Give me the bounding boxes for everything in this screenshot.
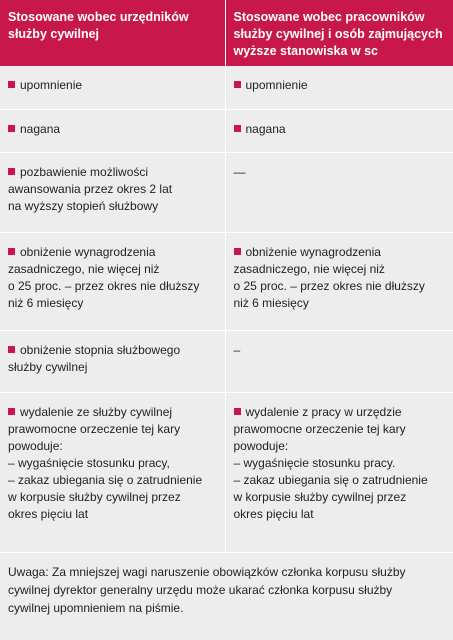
header-left: Stosowane wobec urzędników służby cywilnej [0, 0, 225, 66]
cell-left [0, 330, 225, 392]
cell-text: obniżenie wynagrodzenia zasadniczego, nie więcej niż o 25 proc. – przez okres nie dłuższy niż 6 miesięcy [8, 244, 200, 310]
bullet-icon [234, 125, 241, 132]
table-header-row [0, 0, 453, 66]
cell-text: nagana [245, 121, 286, 136]
cell-text: wydalenie ze służby cywilnej prawomocne orzeczenie tej kary powoduje: – wygaśnięcie stosunku pracy, – zakaz ubiegania się o zatrudnienie w korpusie służby cywilnej przez okres pięciu lat [8, 404, 203, 521]
table-row [0, 152, 453, 232]
cell-text: wydalenie z pracy w urzędzie prawomocne orzeczenie tej kary powoduje: – wygaśnięcie stosunku pracy. – zakaz ubiegania się o zatrudnienie w korpusie służby cywilnej przez okres pięciu lat [233, 404, 428, 521]
cell-right [225, 66, 453, 109]
cell-text: nagana [20, 121, 61, 136]
header-right: Stosowane wobec pracowników służby cywilnej i osób zajmujących wyższe stanowiska w sc [225, 0, 453, 66]
table-row [0, 66, 453, 109]
cell-text: obniżenie wynagrodzenia zasadniczego, nie więcej niż o 25 proc. – przez okres nie dłuższy niż 6 miesięcy [233, 244, 425, 310]
bullet-icon [234, 81, 241, 88]
bullet-icon [8, 346, 15, 353]
cell-right [225, 152, 453, 232]
cell-right [225, 330, 453, 392]
table-row [0, 392, 453, 552]
cell-left [0, 66, 225, 109]
bullet-icon [8, 408, 15, 415]
cell-right [225, 109, 453, 152]
cell-left [0, 152, 225, 232]
bullet-icon [8, 81, 15, 88]
cell-right [225, 392, 453, 552]
cell-left [0, 109, 225, 152]
table-footnote: Uwaga: Za mniejszej wagi naruszenie obowiązków członka korpusu służby cywilnej dyrektor generalny urzędu może ukarać członka korpusu służby cywilnej upomnieniem na piśmie. [8, 564, 406, 615]
cell-text: – [233, 342, 241, 357]
cell-text: — [233, 164, 246, 179]
cell-left [0, 232, 225, 330]
cell-right [225, 232, 453, 330]
cell-text: upomnienie [20, 78, 83, 92]
bullet-icon [8, 248, 15, 255]
bullet-icon [234, 248, 241, 255]
table-row [0, 330, 453, 392]
table-row [0, 232, 453, 330]
bullet-icon [234, 408, 241, 415]
bullet-icon [8, 168, 15, 175]
cell-text: pozbawienie możliwości awansowania przez okres 2 lat na wyższy stopień służbowy [8, 164, 173, 213]
bullet-icon [8, 125, 15, 132]
cell-text: obniżenie stopnia służbowego służby cywilnej [8, 342, 181, 374]
cell-text: upomnienie [245, 78, 308, 92]
cell-left [0, 392, 225, 552]
table-row [0, 109, 453, 152]
